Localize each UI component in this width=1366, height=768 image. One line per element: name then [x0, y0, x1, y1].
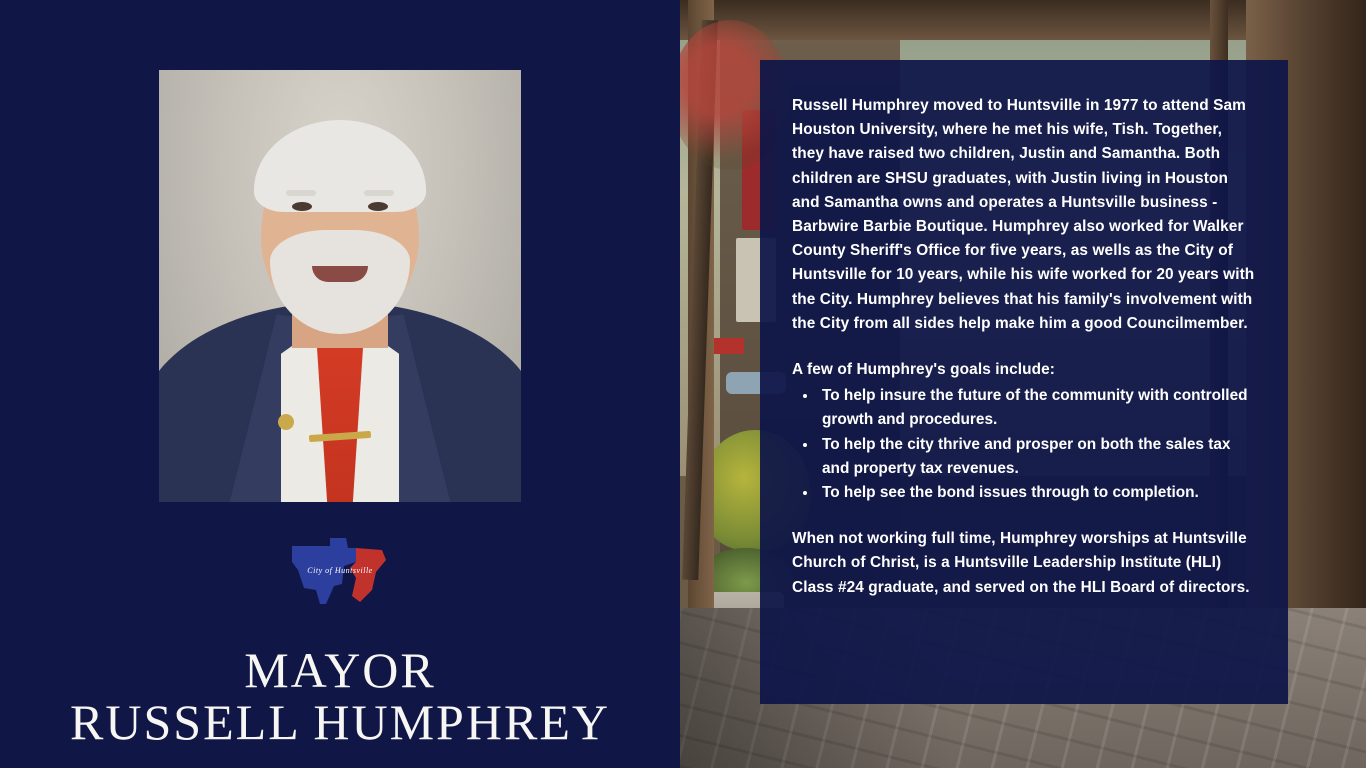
list-item: • To help see the bond issues through to completion.	[818, 481, 1258, 505]
city-logo-text: City of Huntsville	[307, 566, 373, 575]
left-panel	[0, 0, 680, 768]
portrait-eyebrow-left	[286, 190, 316, 196]
bio-text-card	[760, 60, 1288, 704]
portrait-mouth	[312, 266, 368, 282]
page-title-line-2: RUSSELL HUMPHREY	[70, 694, 610, 750]
portrait-lapel-pin	[278, 414, 294, 430]
right-panel	[680, 0, 1366, 768]
portrait-eye-right	[368, 202, 388, 211]
list-item: • To help the city thrive and prosper on both the sales tax and property tax revenues.	[818, 433, 1258, 481]
bio-goals-list	[818, 384, 1258, 505]
bio-goals-heading: A few of Humphrey's goals include:	[792, 361, 1056, 379]
bio-paragraph-1: Russell Humphrey moved to Huntsville in 1977 to attend Sam Houston University, where he met his wife, Tish. Together, they have raised two children, Justin and Samantha. Both children are SHSU graduates, with Justin living in Houston and Samantha owns and operates a Huntsville business - Barbwire Barbie Boutique. Humphrey also worked for Walker County Sheriff's Office for five years, as wells as the City of Huntsville for 10 years, while his wife worked for 20 years with the City. Humphrey believes that his family's involvement with the City from all sides help make him a good Councilmember.	[792, 97, 1255, 332]
photo-street-sign	[710, 338, 744, 354]
bio-paragraph-2: When not working full time, Humphrey worships at Huntsville Church of Christ, is a Huntsville Leadership Institute (HLI) Class #24 graduate, and served on the HLI Board of directors.	[792, 530, 1250, 596]
portrait-eyebrow-right	[364, 190, 394, 196]
city-logo	[286, 532, 394, 618]
list-item: • To help insure the future of the community with controlled growth and procedures.	[818, 384, 1258, 432]
bio-spacer-2	[792, 505, 1258, 527]
portrait-eye-left	[292, 202, 312, 211]
portrait-photo	[159, 70, 521, 502]
title-block	[70, 644, 610, 748]
bio-spacer-1	[792, 336, 1258, 358]
page-title-line-1: MAYOR	[244, 642, 436, 698]
